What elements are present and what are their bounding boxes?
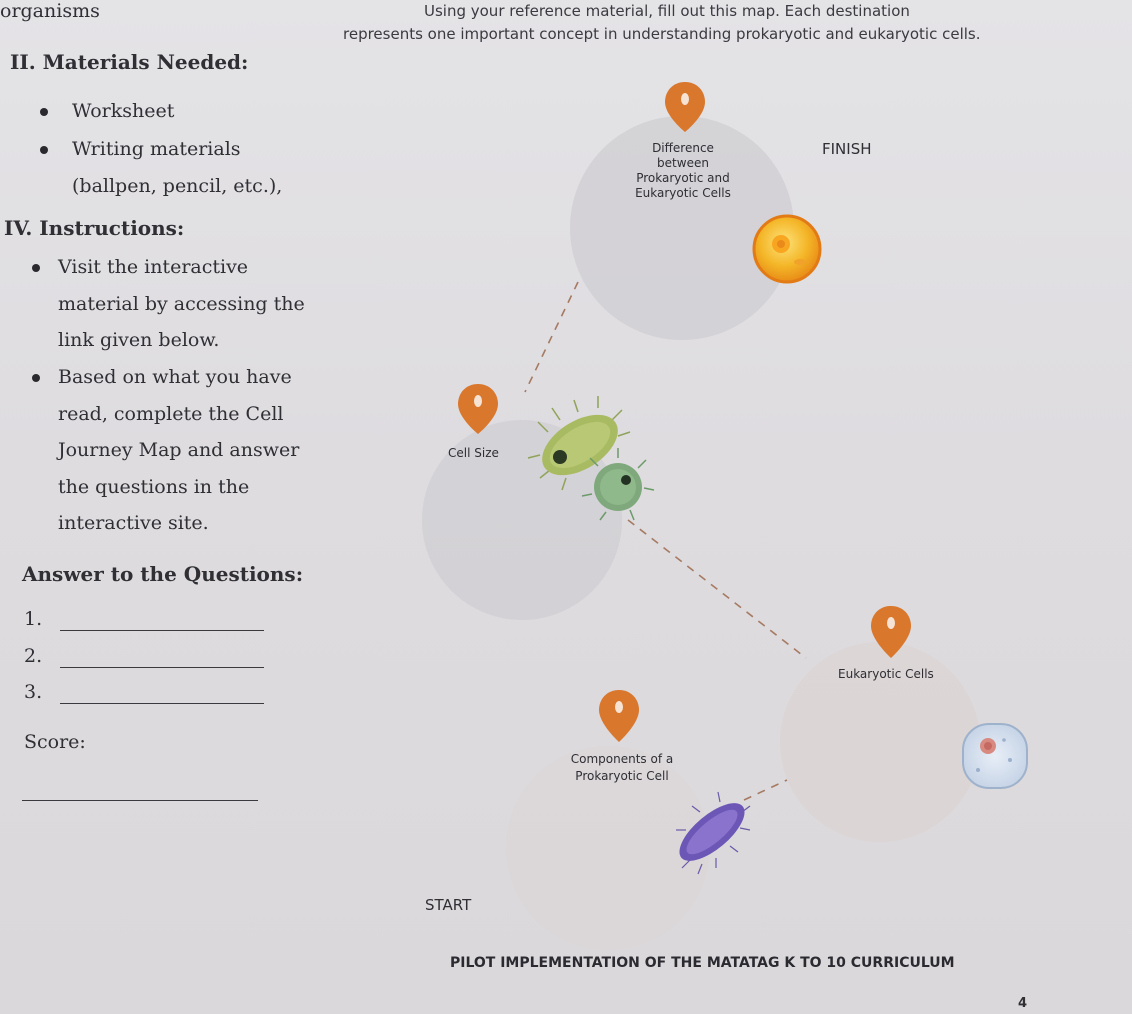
eukaryotic-cell-icon: [754, 216, 820, 282]
title-fragment: organisms: [0, 0, 100, 22]
material-writing: Writing materials: [72, 138, 241, 160]
instructions-heading: IV. Instructions:: [4, 216, 185, 240]
material-worksheet: Worksheet: [72, 100, 175, 122]
location-pin-icon: [599, 690, 639, 742]
instruction-line: read, complete the Cell: [58, 403, 284, 425]
score-label: Score:: [24, 731, 86, 753]
answers-heading: Answer to the Questions:: [22, 562, 304, 586]
instruction-line: link given below.: [58, 329, 220, 351]
materials-heading: II. Materials Needed:: [10, 50, 249, 74]
answer-number-1: 1.: [24, 608, 43, 630]
destination-label-4: Components of a Prokaryotic Cell: [570, 752, 674, 783]
map-instruction-line-2: represents one important concept in understanding prokaryotic and eukaryotic cells.: [343, 25, 981, 43]
animal-cell-icon: [963, 724, 1027, 788]
footer-text: PILOT IMPLEMENTATION OF THE MATATAG K TO 10 CURRICULUM: [450, 955, 955, 971]
destination-label-1: Difference between Prokaryotic and Eukaryotic Cells: [635, 141, 731, 200]
material-writing-detail: (ballpen, pencil, etc.),: [72, 175, 283, 197]
map-instruction-line-1: Using your reference material, fill out this map. Each destination: [424, 2, 910, 20]
start-label: START: [425, 896, 472, 914]
finish-label: FINISH: [822, 140, 872, 158]
instruction-line: Visit the interactive: [58, 256, 249, 278]
destination-label-2: Cell Size: [448, 446, 499, 460]
page-number: 4: [1018, 996, 1028, 1011]
instruction-line: Journey Map and answer: [58, 439, 300, 461]
instruction-line: interactive site.: [58, 512, 209, 534]
answer-number-2: 2.: [24, 645, 43, 667]
instruction-line: material by accessing the: [58, 293, 305, 315]
answer-number-3: 3.: [24, 681, 43, 703]
instruction-line: Based on what you have: [58, 366, 292, 388]
destination-label-3: Eukaryotic Cells: [838, 667, 934, 681]
instruction-line: the questions in the: [58, 476, 250, 498]
